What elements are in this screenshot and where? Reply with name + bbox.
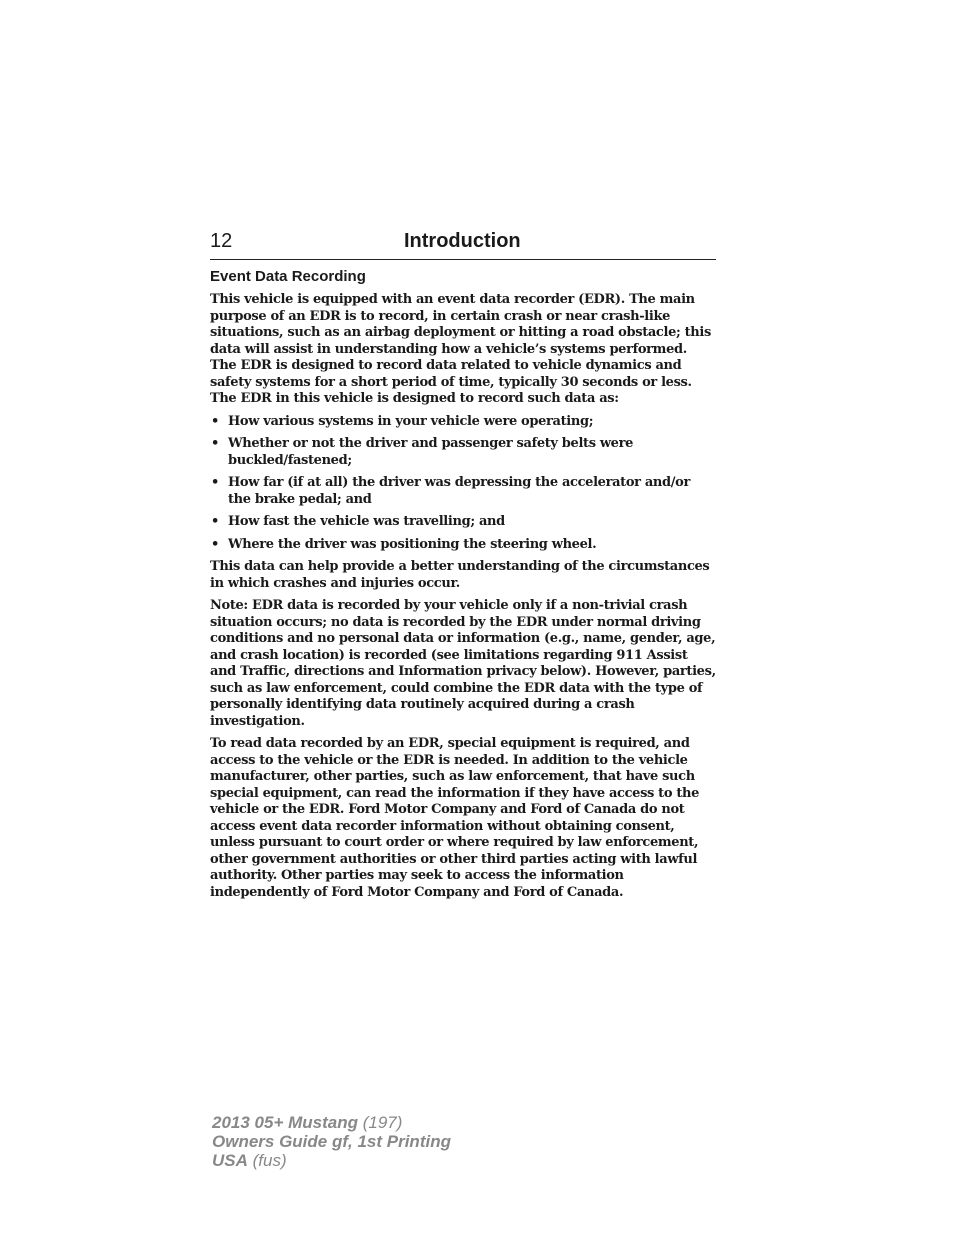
access-paragraph: To read data recorded by an EDR, special equipment is required, and access to the vehicle or the EDR is needed. In addition to the vehicle manufacturer, other parties, such as law enforcement, that have such special equipment, can read the information if they have access to the vehicle or the EDR. Ford Motor Company and Ford of Canada do not access event data recorder information without obtaining consent, unless pursuant to court order or where required by law enforcement, other government authorities or other third parties acting with lawful authority. Other parties may seek to access the information independently of Ford Motor Company and Ford of Canada.	[210, 736, 700, 900]
print-footer	[212, 1113, 451, 1170]
footer-printing: Owners Guide gf, 1st Printing	[212, 1132, 451, 1151]
manual-page	[210, 226, 716, 901]
page-number: 12	[210, 230, 233, 252]
understanding-paragraph: This data can help provide a better understanding of the circumstances in which crashes and injuries occur.	[210, 559, 710, 591]
list-item: • Whether or not the driver and passenger safety belts were buckled/fastened;	[210, 436, 716, 469]
list-item: • How far (if at all) the driver was depressing the accelerator and/or the brake pedal; and	[210, 475, 716, 508]
chapter-title: Introduction	[404, 230, 521, 252]
recorded-data-list	[210, 414, 716, 554]
list-item: • How fast the vehicle was travelling; and	[210, 514, 716, 531]
page-header	[210, 226, 716, 260]
footer-market-code: (fus)	[252, 1151, 287, 1170]
note-paragraph: Note: EDR data is recorded by your vehicle only if a non-trivial crash situation occurs; no data is recorded by the EDR under normal driving conditions and no personal data or information (e.g., name, gender, age, and crash location) is recorded (see limitations regarding 911 Assist and Traffic, directions and Information privacy below). However, parties, such as law enforcement, could combine the EDR data with the type of personally identifying data routinely acquired during a crash investigation.	[210, 598, 716, 729]
footer-model-code: (197)	[362, 1113, 403, 1132]
footer-model: 2013 05+ Mustang	[212, 1113, 358, 1132]
footer-line-market	[212, 1151, 451, 1170]
footer-line-model	[212, 1113, 451, 1132]
list-item: • How various systems in your vehicle were operating;	[210, 414, 716, 431]
footer-market: USA	[212, 1151, 248, 1170]
section-title: Event Data Recording	[210, 268, 366, 285]
list-item: • Where the driver was positioning the steering wheel.	[210, 537, 716, 554]
intro-paragraph: This vehicle is equipped with an event data recorder (EDR). The main purpose of an EDR is to record, in certain crash or near crash-like situations, such as an airbag deployment or hitting a road obstacle; this data will assist in understanding how a vehicle’s systems performed. The EDR is designed to record data related to vehicle dynamics and safety systems for a short period of time, typically 30 seconds or less. The EDR in this vehicle is designed to record such data as:	[210, 292, 711, 406]
